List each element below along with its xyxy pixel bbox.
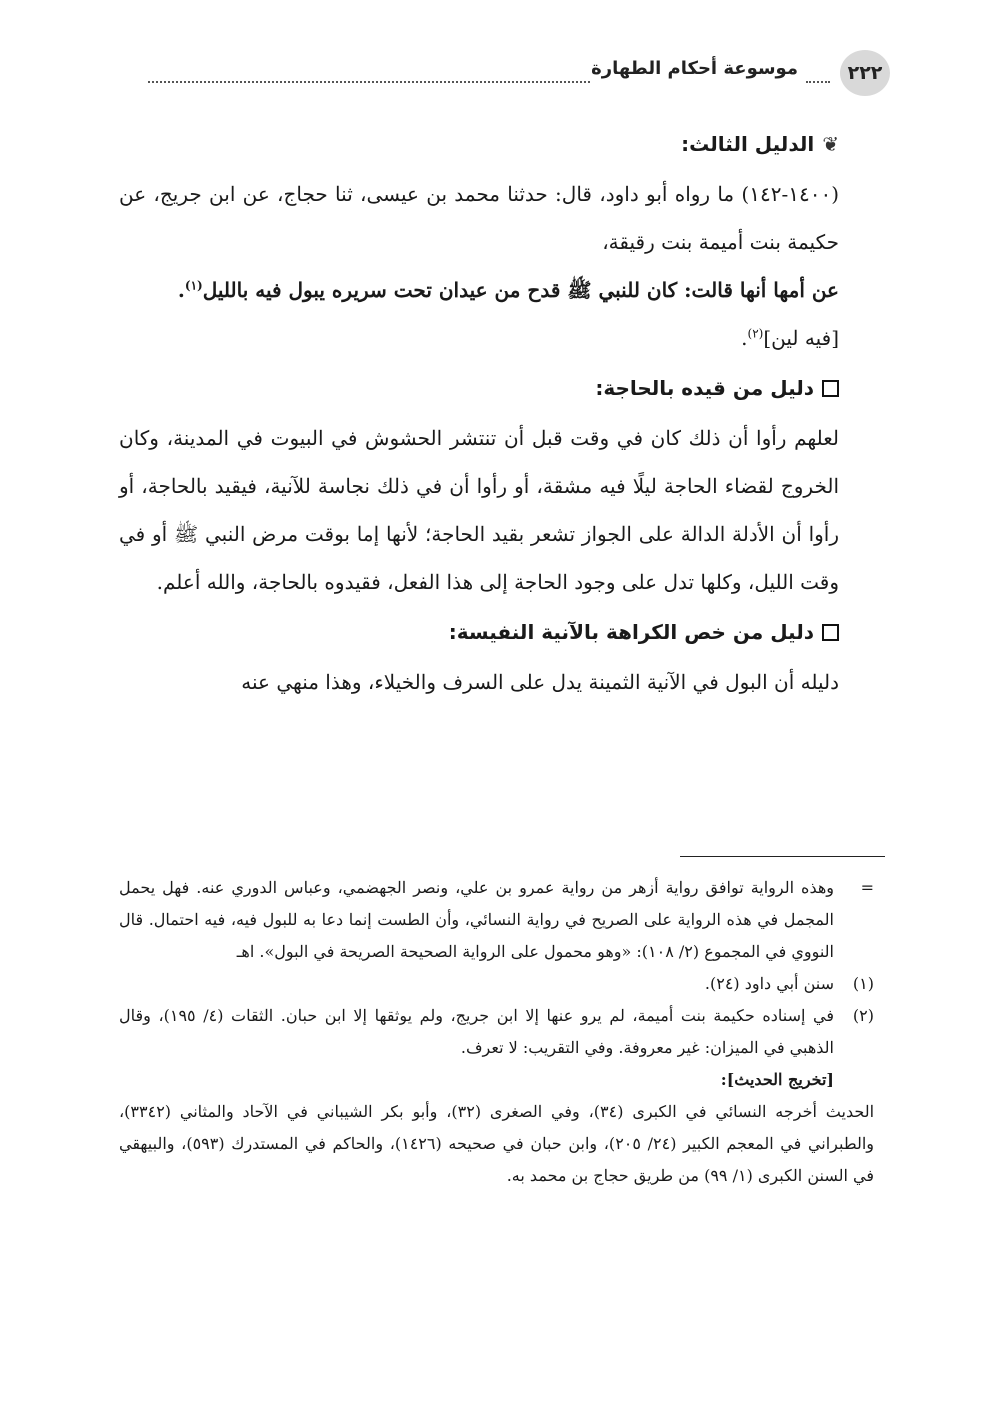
ornament-icon: ❦ bbox=[822, 132, 839, 156]
heading-third-evidence bbox=[119, 118, 839, 170]
footnote-ref-2: (٢) bbox=[747, 326, 764, 341]
hadith-isnad: (١٤٠٠-١٤٢) ما رواه أبو داود، قال: حدثنا محمد بن عيسى، ثنا حجاج، عن ابن جريج، عن حكيمة بنت أميمة بنت رقيقة، bbox=[119, 182, 839, 254]
checkbox-square-icon bbox=[822, 380, 839, 397]
checkbox-square-icon bbox=[822, 624, 839, 641]
hadith-grade-end: . bbox=[741, 326, 748, 350]
page-header bbox=[130, 50, 890, 96]
footnote-continued-mark: = bbox=[860, 878, 874, 897]
heading-precious-vessels-text: دليل من خص الكراهة بالآنية النفيسة: bbox=[448, 620, 814, 644]
hadith-grade-text: [فيه لين] bbox=[763, 326, 839, 350]
footnote-2-mark: (٢) bbox=[852, 1006, 874, 1025]
footnote-1-text: سنن أبي داود (٢٤). bbox=[704, 974, 834, 993]
footnote-2 bbox=[119, 1000, 874, 1064]
hadith-matn bbox=[119, 266, 839, 314]
takhrij-text: الحديث أخرجه النسائي في الكبرى (٣٤)، وفي الصغرى (٣٢)، وأبو بكر الشيباني في الآحاد والمثاني (٣٣٤٢)، والطبراني في المعجم الكبير (٢٤/ ٢٠٥)، وابن حبان في صحيحه (١٤٢٦)، والحاكم في المستدرك (٥٩٣)، والبيهقي في السنن الكبرى (١/ ٩٩) من طريق حجاج بن محمد به. bbox=[119, 1102, 875, 1185]
main-text bbox=[119, 118, 839, 706]
footnote-1-mark: (١) bbox=[852, 974, 874, 993]
heading-precious-vessels bbox=[119, 606, 839, 658]
footnote-continued-text: وهذه الرواية توافق رواية أزهر من رواية عمرو بن علي، ونصر الجهضمي، وعباس الدوري عنه. فهل يحمل المجمل في هذه الرواية على الصريح في رواية النسائي، وأن الطست إنما دعا به للبول فيه، فيه احتمال. قال النووي في المجموع (٢/ ١٠٨): «وهو محمول على الرواية الصحيحة الصريحة في البول». اهـ bbox=[119, 878, 835, 961]
paragraph-need: لعلهم رأوا أن ذلك كان في وقت قبل أن تنتشر الحشوش في البيوت في المدينة، وكان الخروج لقضاء الحاجة ليلًا فيه مشقة، أو رأوا أن في ذلك نجاسة للآنية، فيقيد بالحاجة، أو رأوا أن الأدلة الدالة على الجواز تشعر بقيد الحاجة؛ لأنها إما بوقت مرض النبي ﷺ أو في وقت الليل، وكلها تدل على وجود الحاجة إلى هذا الفعل، فقيدوه بالحاجة، والله أعلم. bbox=[119, 426, 839, 594]
heading-restricted-by-need bbox=[119, 362, 839, 414]
header-dots-left bbox=[148, 81, 590, 83]
footnote-separator bbox=[680, 856, 885, 857]
hadith-matn-text: عن أمها أنها قالت: كان للنبي ﷺ قدح من عيدان تحت سريره يبول فيه بالليل bbox=[202, 278, 839, 302]
footnotes bbox=[119, 872, 874, 1192]
footnote-continued bbox=[119, 872, 874, 968]
footnote-2-text: في إسناده حكيمة بنت أميمة، لم يرو عنها إلا ابن جريج، ولم يوثقها إلا ابن حبان. الثقات (٤/ ١٩٥)، وقال الذهبي في الميزان: غير معروفة. وفي التقريب: لا تعرف. bbox=[119, 1006, 834, 1057]
footnote-1 bbox=[119, 968, 874, 1000]
paragraph-precious: دليله أن البول في الآنية الثمينة يدل على السرف والخيلاء، وهذا منهي عنه bbox=[241, 670, 839, 694]
heading-restricted-by-need-text: دليل من قيده بالحاجة: bbox=[595, 376, 814, 400]
page-number: ٢٢٢ bbox=[840, 50, 890, 96]
hadith-grade bbox=[119, 314, 839, 362]
takhrij-heading: [تخريج الحديث]: bbox=[720, 1070, 834, 1089]
footnote-ref-1: (١) bbox=[184, 278, 203, 293]
header-dots-right bbox=[806, 81, 830, 83]
hadith-matn-end: . bbox=[177, 278, 185, 302]
running-title: موسوعة أحكام الطهارة bbox=[591, 58, 798, 79]
heading-third-evidence-text: الدليل الثالث: bbox=[681, 132, 815, 156]
